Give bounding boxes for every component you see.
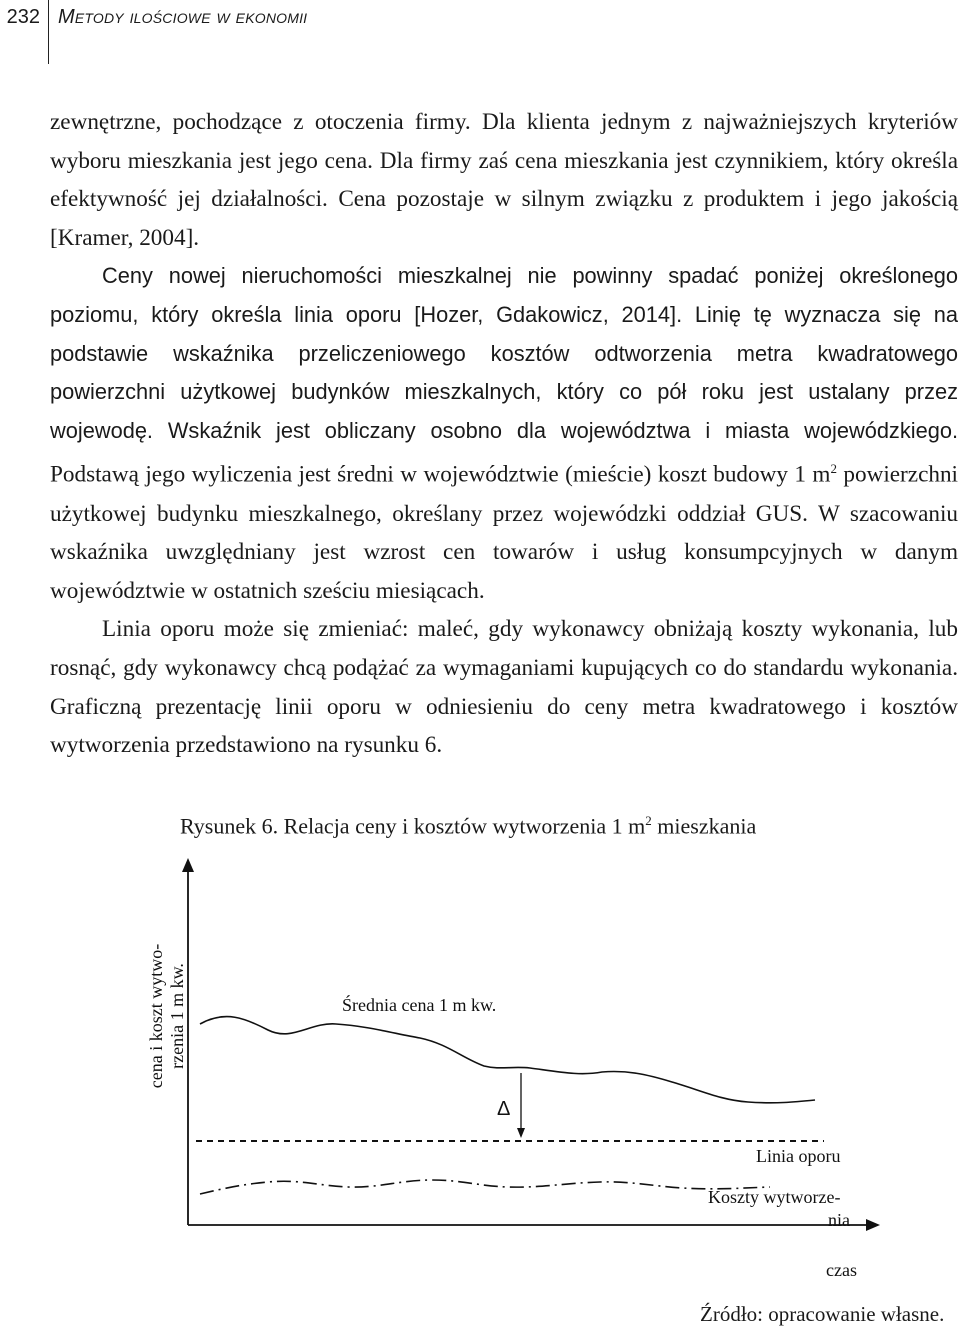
costs-label-line1: Koszty wytworze- <box>708 1187 841 1207</box>
resistance-line-label: Linia oporu <box>756 1146 841 1166</box>
average-price-curve <box>200 1017 815 1103</box>
y-axis-label-line2: rzenia 1 m kw. <box>167 963 187 1069</box>
running-head: Metody ilościowe w ekonomii <box>58 6 308 28</box>
figure-diagram <box>0 848 960 1298</box>
paragraph-2-serif-part-a: Podstawą jego wyliczenia jest średni w województwie (mieście) koszt budowy 1 m <box>50 462 831 489</box>
body-text <box>50 103 958 765</box>
paragraph-2-serif-part-b: powierzchni użytkowej budynku mieszkalnego, określany przez wojewódzki oddział GUS. W szacowaniu wskaźnika uwzględniany jest wzrost cen towarów i usług konsumpcyjnych w danym województwie w ostatnich sześciu miesiącach. <box>50 462 958 604</box>
y-axis-label-line1: cena i koszt wytwo- <box>146 943 166 1089</box>
caption-text-a: Rysunek 6. Relacja ceny i kosztów wytworzenia 1 m <box>180 813 646 839</box>
paragraph-2-superscript: 2 <box>830 461 837 477</box>
figure-source: Źródło: opracowanie własne. <box>700 1302 945 1326</box>
header-divider <box>48 0 49 64</box>
page-number: 232 <box>6 6 40 28</box>
paragraph-2-sans-part: Ceny nowej nieruchomości mieszkalnej nie powinny spadać poniżej określonego poziomu, który określa linia oporu [Hozer, Gdakowicz, 2014]. Linię tę wyznacza się na podstawie wskaźnika przeliczeniowego kosztów odtworzenia metra kwadratowego powierzchni użytkowej budynków mieszkalnych, który co pół roku jest ustalany przez wojewodę. Wskaźnik jest obliczany osobno dla województwa i miasta wojewódzkiego. <box>50 263 958 443</box>
caption-superscript: 2 <box>645 813 652 828</box>
paragraph-3: Linia oporu może się zmieniać: maleć, gdy wykonawcy obniżają koszty wykonania, lub rosnąć, gdy wykonawcy chcą podążać za wymaganiami kupujących co do standardu wykonania. Graficzną prezentację linii oporu w odniesieniu do ceny metra kwadratowego i kosztów wytworzenia przedstawiono na rysunku 6. <box>50 616 958 759</box>
delta-label: Δ <box>497 1098 511 1120</box>
x-axis-arrow <box>866 1219 880 1231</box>
paragraph-1: zewnętrzne, pochodzące z otoczenia firmy. Dla klienta jednym z najważniejszych kryteriów wyboru mieszkania jest jego cena. Dla firmy zaś cena mieszkania jest czynnikiem, który określa efektywność jej działalności. Cena pozostaje w silnym związku z produktem i jego jakością [Kramer, 2004]. <box>50 109 958 251</box>
costs-label-line2: nia <box>828 1210 850 1230</box>
caption-text-b: mieszkania <box>651 813 757 839</box>
figure-caption <box>180 813 756 839</box>
y-axis-arrow <box>182 858 194 872</box>
average-price-label: Średnia cena 1 m kw. <box>342 995 497 1015</box>
delta-arrow-head <box>517 1128 525 1138</box>
costs-curve <box>200 1180 770 1194</box>
x-axis-label: czas <box>826 1260 857 1280</box>
paragraph-2 <box>50 257 958 610</box>
